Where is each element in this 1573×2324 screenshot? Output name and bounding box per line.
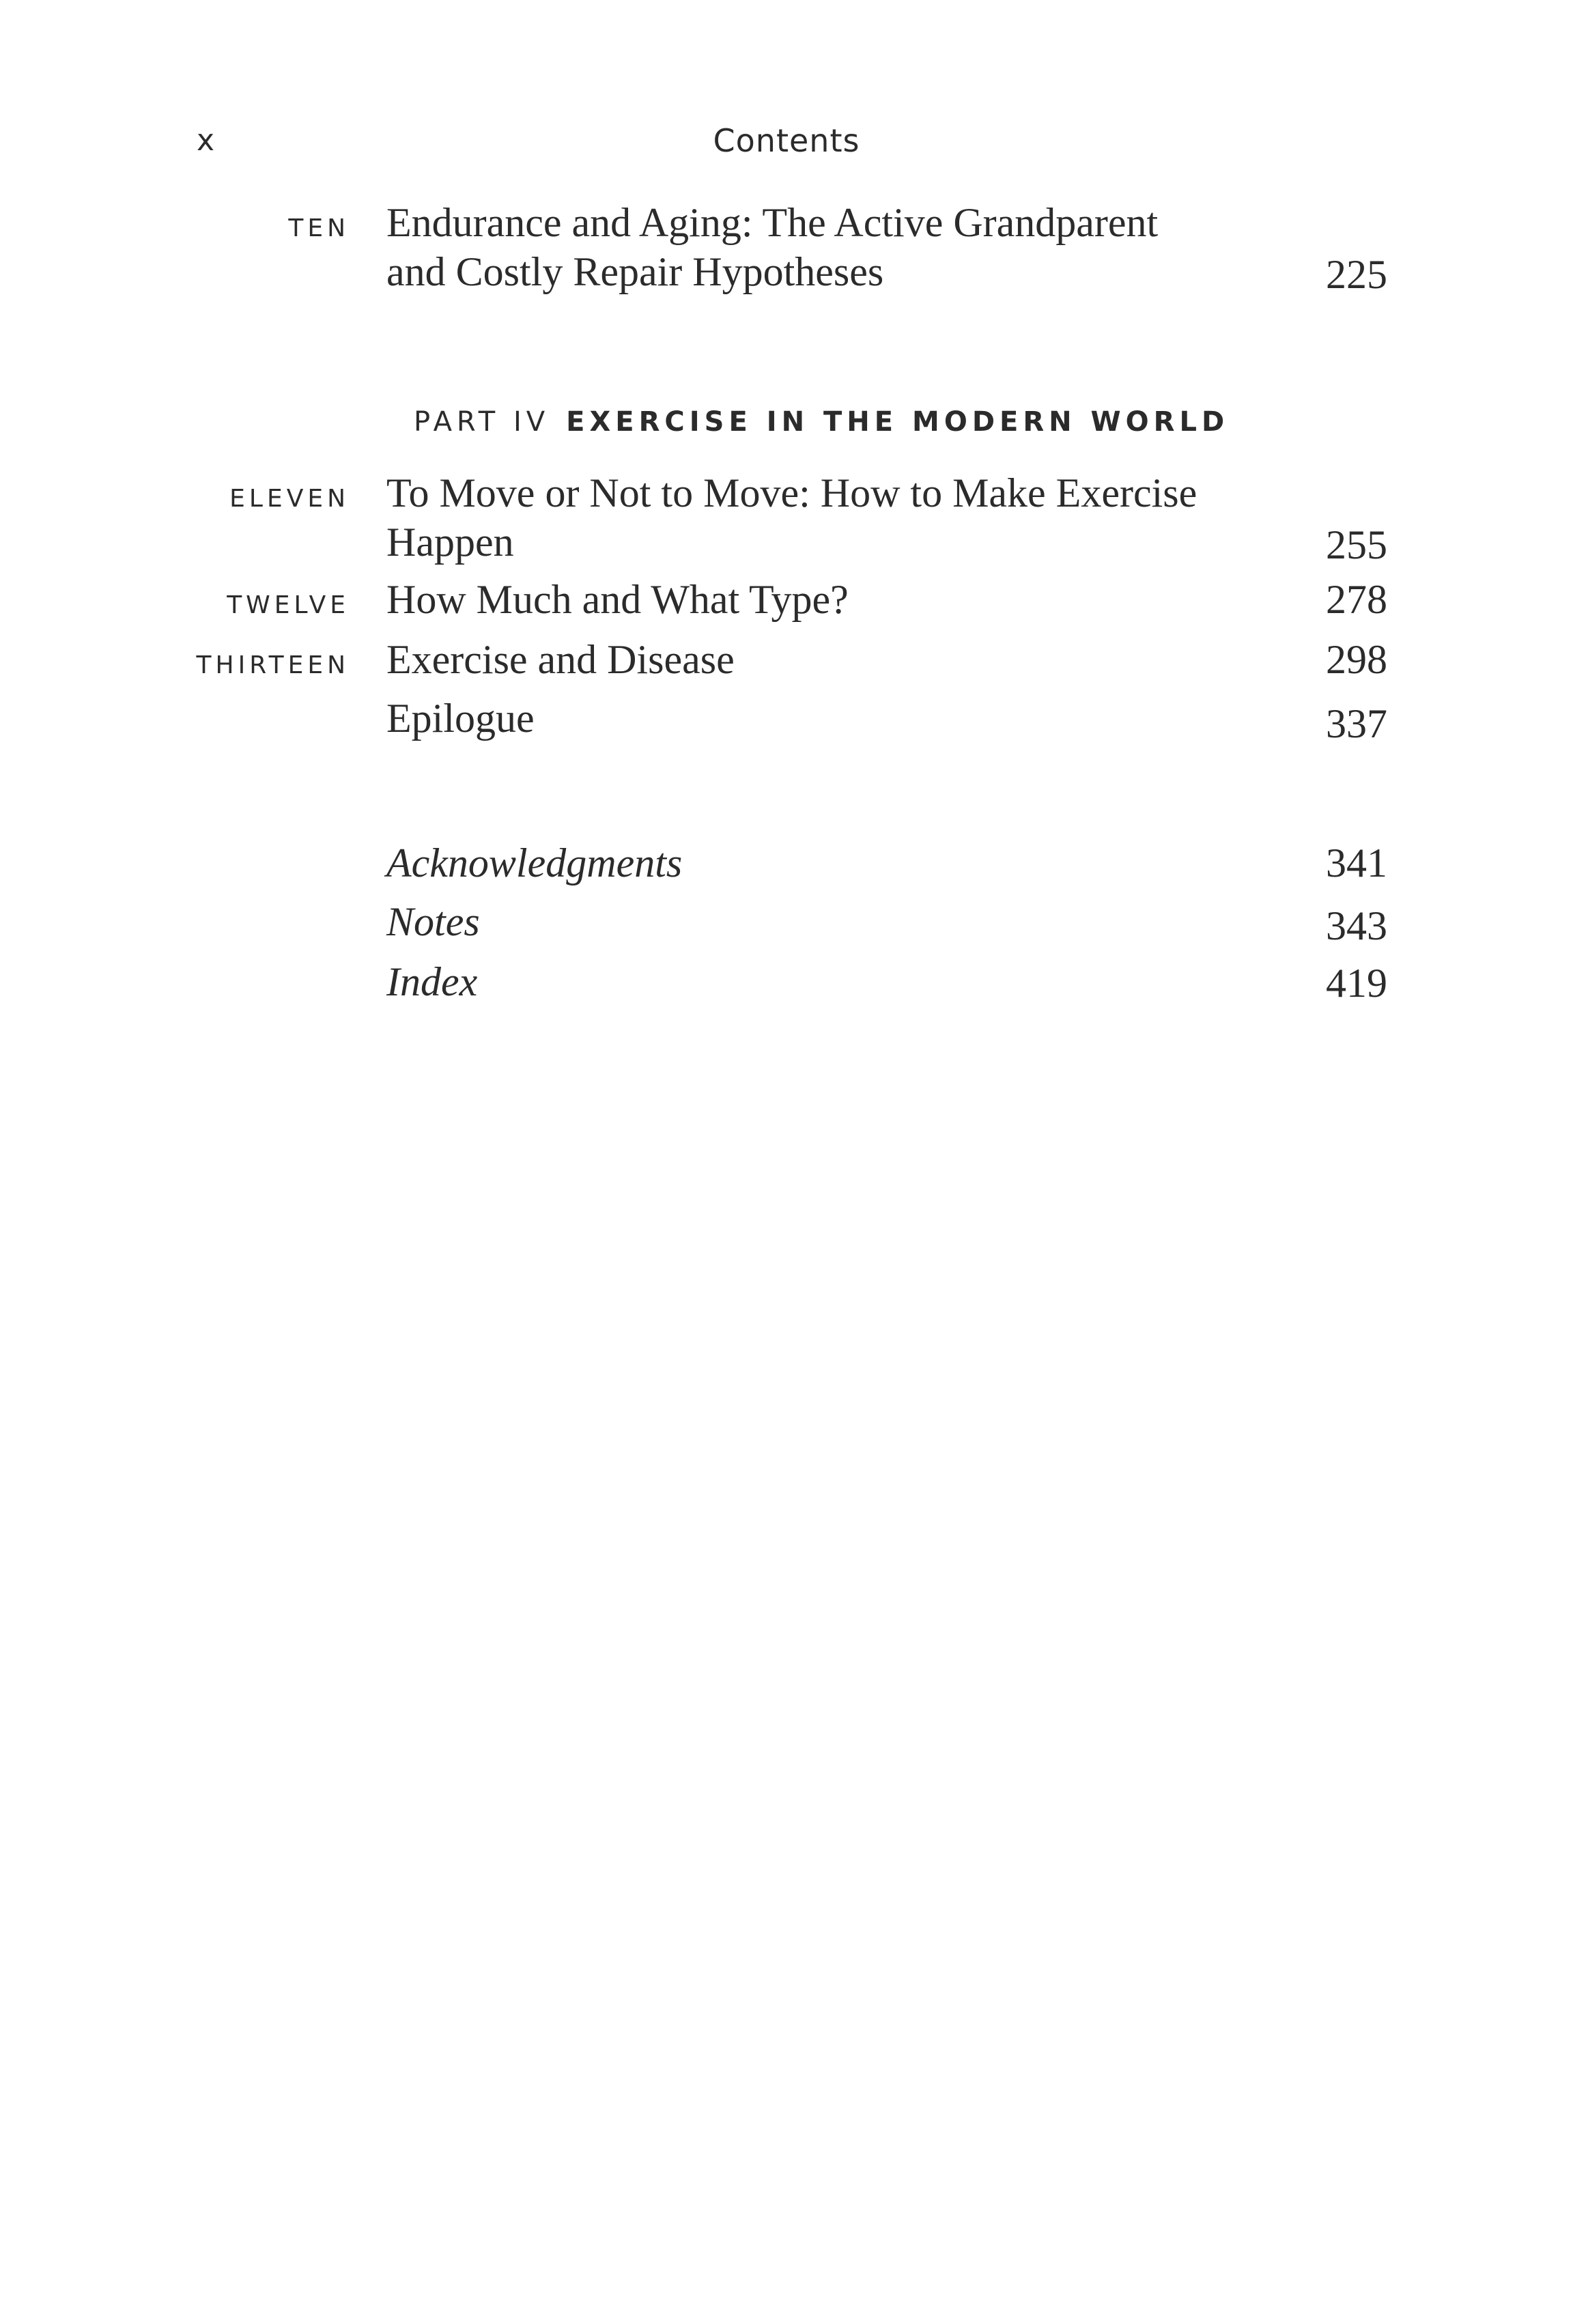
back-matter-title: Acknowledgments (386, 840, 683, 885)
chapter-label: TWELVE (227, 591, 350, 619)
running-title: Contents (713, 122, 860, 159)
chapter-title-line: How Much and What Type? (386, 577, 849, 622)
toc-entry-eleven[interactable] (0, 468, 1573, 571)
chapter-title-line: Exercise and Disease (386, 637, 735, 682)
chapter-title (386, 694, 1240, 743)
toc-entry-epilogue[interactable] (0, 694, 1573, 748)
back-matter-page-number: 343 (1326, 903, 1387, 948)
chapter-label: TEN (288, 214, 350, 242)
chapter-page-number: 337 (1326, 701, 1387, 746)
chapter-title-line: To Move or Not to Move: How to Make Exercise (386, 470, 1198, 515)
chapter-title-line: and Costly Repair Hypotheses (386, 249, 884, 294)
back-matter-title: Index (386, 959, 478, 1004)
toc-entry-thirteen[interactable] (0, 635, 1573, 690)
chapter-title-line: Epilogue (386, 696, 535, 741)
toc-entry-acknowledgments[interactable] (0, 838, 1573, 893)
page-folio: x (197, 123, 215, 158)
back-matter-page-number: 419 (1326, 961, 1387, 1006)
chapter-page-number: 298 (1326, 637, 1387, 682)
chapter-label: THIRTEEN (196, 651, 350, 679)
toc-entry-notes[interactable] (0, 897, 1573, 952)
toc-entry-twelve[interactable] (0, 575, 1573, 629)
chapter-label: ELEVEN (229, 485, 350, 513)
chapter-title (386, 635, 1240, 684)
chapter-page-number: 255 (1326, 522, 1387, 567)
chapter-title (386, 575, 1240, 624)
chapter-title-line: Endurance and Aging: The Active Grandparent (386, 200, 1159, 245)
chapter-page-number: 225 (1326, 252, 1387, 297)
running-head (0, 120, 1573, 168)
toc-entry-index[interactable] (0, 957, 1573, 1012)
chapter-page-number: 278 (1326, 577, 1387, 622)
chapter-title (386, 468, 1240, 567)
back-matter-page-number: 341 (1326, 840, 1387, 885)
part-heading (414, 401, 1229, 442)
part-label: PART IV (414, 406, 550, 438)
chapter-title-line: Happen (386, 520, 514, 565)
chapter-title (386, 198, 1240, 296)
part-title: EXERCISE IN THE MODERN WORLD (566, 406, 1230, 438)
back-matter-title: Notes (386, 899, 480, 944)
toc-entry-ten[interactable] (0, 198, 1573, 300)
